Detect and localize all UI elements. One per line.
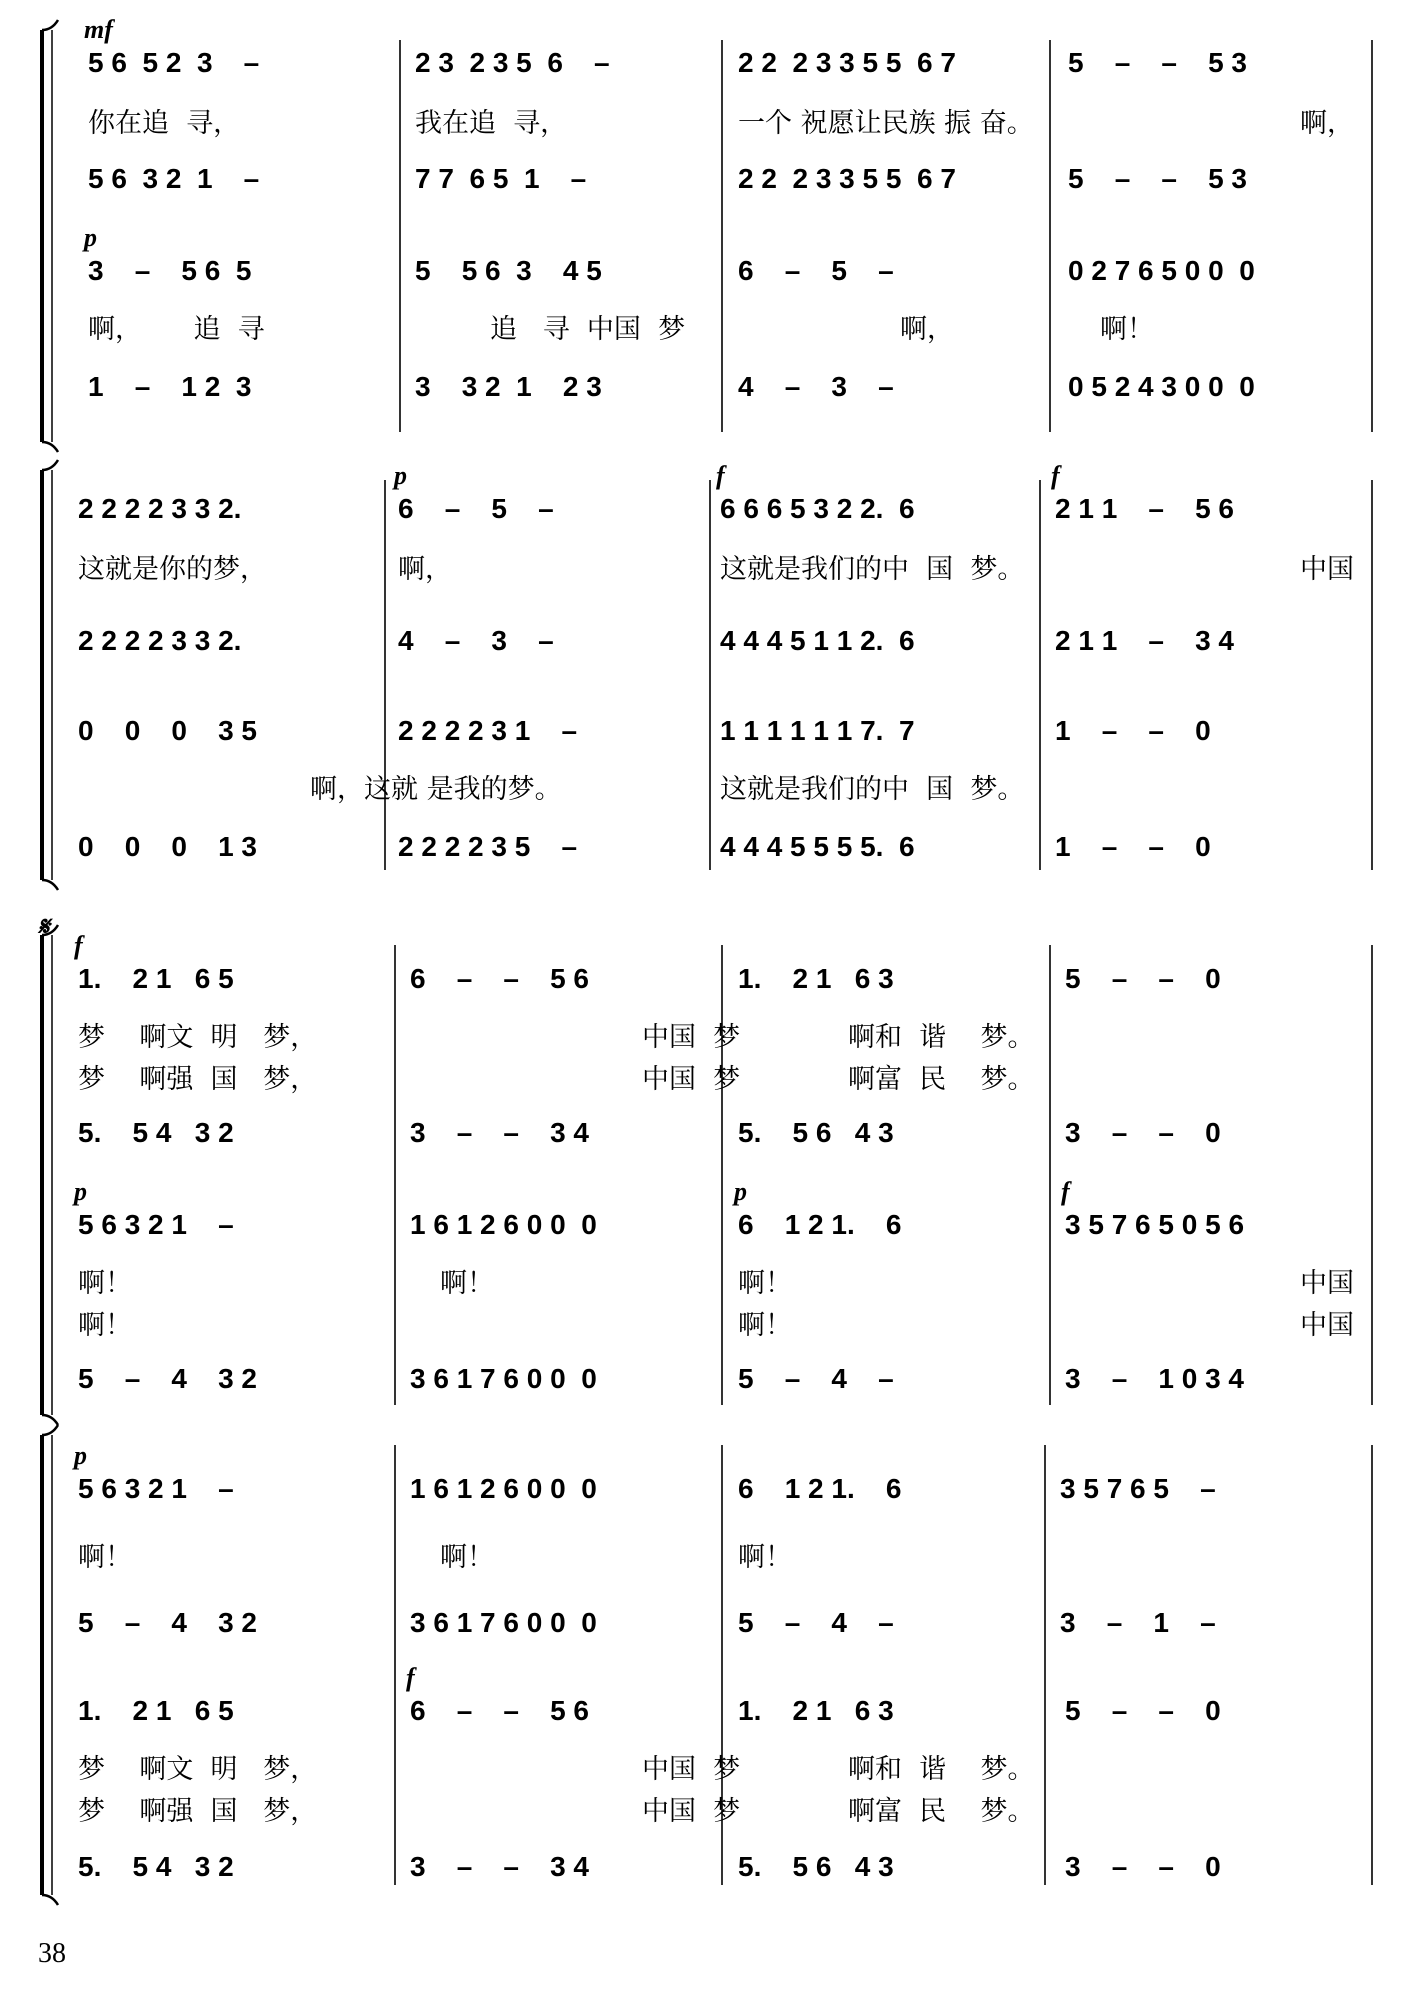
lyric-text: 一个 祝愿让民族 振 奋。 xyxy=(738,108,1034,139)
note-group: 1 – 1 2 3 xyxy=(88,371,252,402)
lyric-text: 啊！ xyxy=(78,1542,132,1573)
note-group: 5 – 4 – xyxy=(738,1363,894,1394)
note-group: 4 4 4 5 1 1 2. 6 xyxy=(720,625,915,656)
note-group: 2 2 2 3 3 5 5 6 7 xyxy=(738,163,956,194)
note-group: 2 3 2 3 5 6 – xyxy=(415,47,610,78)
lyric-text: 啊！ xyxy=(440,1542,494,1573)
lyric-text: 这就是你的梦， xyxy=(78,554,267,585)
dynamic-mark: p xyxy=(74,1177,87,1206)
note-group: 0 0 0 3 5 xyxy=(78,715,257,746)
note-group: 6 1 2 1. 6 xyxy=(738,1473,902,1504)
lyric-text: 追 寻 中国 梦 xyxy=(490,314,686,345)
note-group: 1. 2 1 6 3 xyxy=(738,963,894,994)
lyric-text: 我在追 寻， xyxy=(415,108,568,139)
lyric-text: 啊和 谐 梦。 xyxy=(848,1022,1035,1053)
bracket-bottom-hook xyxy=(42,1415,58,1425)
dynamic-mark: f xyxy=(1061,1177,1070,1206)
lyric-text: 中国 梦 xyxy=(642,1064,741,1095)
dynamic-mark: f xyxy=(74,931,83,960)
note-group: 5 – – 5 3 xyxy=(1068,163,1247,194)
note-group: 7 7 6 5 1 – xyxy=(415,163,587,194)
dynamic-mark: f xyxy=(716,461,725,490)
lyric-text: 啊， xyxy=(900,314,954,345)
note-group: 5. 5 4 3 2 xyxy=(78,1117,234,1148)
lyric-text: 啊富 民 梦。 xyxy=(848,1796,1035,1827)
note-group: 4 4 4 5 5 5 5. 6 xyxy=(720,831,915,862)
note-group: 3 – 5 6 5 xyxy=(88,255,252,286)
dynamic-mark: p xyxy=(74,1441,87,1470)
note-group: 5 5 6 3 4 5 xyxy=(415,255,602,286)
lyric-text: 梦 啊文 明 梦， xyxy=(78,1754,318,1785)
note-group: 3 6 1 7 6 0 0 0 xyxy=(410,1607,597,1638)
note-group: 3 5 7 6 5 – xyxy=(1060,1473,1216,1504)
page-number: 38 xyxy=(38,1938,66,1969)
note-group: 5 6 3 2 1 – xyxy=(78,1209,234,1240)
note-group: 2 1 1 – 5 6 xyxy=(1055,493,1235,524)
lyric-text: 啊和 谐 梦。 xyxy=(848,1754,1035,1785)
dynamic-mark: p xyxy=(84,223,97,252)
dynamic-mark: p xyxy=(734,1177,747,1206)
note-group: 5. 5 4 3 2 xyxy=(78,1851,234,1882)
lyric-text: 啊！ xyxy=(738,1268,792,1299)
note-group: 5. 5 6 4 3 xyxy=(738,1851,894,1882)
note-group: 3 5 7 6 5 0 5 6 xyxy=(1065,1209,1245,1240)
bracket-bottom-hook xyxy=(42,880,58,890)
note-group: 1. 2 1 6 5 xyxy=(78,963,234,994)
note-group: 1 – – 0 xyxy=(1055,715,1211,746)
note-group: 5 – – 0 xyxy=(1065,963,1221,994)
note-group: 5 – – 5 3 xyxy=(1068,47,1247,78)
dynamic-mark: mf xyxy=(84,15,113,44)
note-group: 1 – – 0 xyxy=(1055,831,1211,862)
note-group: 3 – – 0 xyxy=(1065,1851,1221,1882)
bracket-bottom-hook xyxy=(42,442,58,452)
note-group: 2 1 1 – 3 4 xyxy=(1055,625,1235,656)
lyric-text: 啊！ xyxy=(78,1310,132,1341)
lyric-text: 啊， 追 寻 xyxy=(88,314,265,345)
note-group: 5 6 3 2 1 – xyxy=(78,1473,234,1504)
note-group: 2 2 2 2 3 5 – xyxy=(398,831,578,862)
lyric-text: 中国 梦 xyxy=(642,1022,741,1053)
note-group: 2 2 2 2 3 1 – xyxy=(398,715,578,746)
bracket-top-hook xyxy=(42,20,58,30)
lyric-text: 啊， xyxy=(398,554,452,585)
note-group: 3 – – 0 xyxy=(1065,1117,1221,1148)
note-group: 1 1 1 1 1 1 7. 7 xyxy=(720,715,915,746)
note-group: 0 0 0 1 3 xyxy=(78,831,257,862)
note-group: 6 – – 5 6 xyxy=(410,963,589,994)
lyric-text: 你在追 寻， xyxy=(88,108,241,139)
note-group: 0 2 7 6 5 0 0 0 xyxy=(1068,255,1255,286)
note-group: 1 6 1 2 6 0 0 0 xyxy=(410,1473,597,1504)
lyric-text: 梦 啊强 国 梦， xyxy=(78,1064,318,1095)
lyric-text: 啊！ xyxy=(738,1542,792,1573)
note-group: 1. 2 1 6 5 xyxy=(78,1695,234,1726)
lyric-text: 这就是我们的中 国 梦。 xyxy=(720,774,1025,805)
lyric-text: 啊！ xyxy=(1100,314,1154,345)
note-group: 0 5 2 4 3 0 0 0 xyxy=(1068,371,1255,402)
lyric-text: 中国 xyxy=(1300,1310,1354,1341)
note-group: 3 – 1 0 3 4 xyxy=(1065,1363,1245,1394)
lyric-text: 这就是我们的中 国 梦。 xyxy=(720,554,1025,585)
segno-mark: 𝄋 xyxy=(38,912,50,941)
lyric-text: 中国 梦 xyxy=(642,1796,741,1827)
dynamic-mark: p xyxy=(394,461,407,490)
note-group: 5 – 4 – xyxy=(738,1607,894,1638)
note-group: 4 – 3 – xyxy=(738,371,894,402)
note-group: 6 – – 5 6 xyxy=(410,1695,589,1726)
note-group: 1 6 1 2 6 0 0 0 xyxy=(410,1209,597,1240)
lyric-text: 梦 啊文 明 梦， xyxy=(78,1022,318,1053)
note-group: 5 6 3 2 1 – xyxy=(88,163,260,194)
note-group: 4 – 3 – xyxy=(398,625,554,656)
note-group: 2 2 2 3 3 5 5 6 7 xyxy=(738,47,956,78)
note-group: 5 6 5 2 3 – xyxy=(88,47,260,78)
note-group: 6 6 6 5 3 2 2. 6 xyxy=(720,493,915,524)
note-group: 5 – 4 3 2 xyxy=(78,1363,257,1394)
lyric-text: 中国 xyxy=(1300,554,1354,585)
lyric-text: 啊！ xyxy=(78,1268,132,1299)
lyric-text: 啊！ xyxy=(440,1268,494,1299)
note-group: 6 1 2 1. 6 xyxy=(738,1209,902,1240)
dynamic-mark: f xyxy=(1051,461,1060,490)
lyric-text: 中国 梦 xyxy=(642,1754,741,1785)
dynamic-mark: f xyxy=(406,1663,415,1692)
bracket-bottom-hook xyxy=(42,1895,58,1905)
note-group: 2 2 2 2 3 3 2. xyxy=(78,493,242,524)
note-group: 5 – – 0 xyxy=(1065,1695,1221,1726)
note-group: 1. 2 1 6 3 xyxy=(738,1695,894,1726)
lyric-text: 梦 啊强 国 梦， xyxy=(78,1796,318,1827)
note-group: 3 6 1 7 6 0 0 0 xyxy=(410,1363,597,1394)
note-group: 5. 5 6 4 3 xyxy=(738,1117,894,1148)
bracket-top-hook xyxy=(42,1425,58,1435)
note-group: 3 – – 3 4 xyxy=(410,1117,589,1148)
bracket-top-hook xyxy=(42,460,58,470)
lyric-text: 啊！ xyxy=(738,1310,792,1341)
lyric-text: 啊富 民 梦。 xyxy=(848,1064,1035,1095)
lyric-text: 啊，这就 是我的梦。 xyxy=(310,774,562,805)
note-group: 6 – 5 – xyxy=(738,255,894,286)
note-group: 6 – 5 – xyxy=(398,493,554,524)
note-group: 2 2 2 2 3 3 2. xyxy=(78,625,242,656)
note-group: 3 3 2 1 2 3 xyxy=(415,371,602,402)
note-group: 5 – 4 3 2 xyxy=(78,1607,257,1638)
note-group: 3 – 1 – xyxy=(1060,1607,1216,1638)
lyric-text: 啊， xyxy=(1300,108,1354,139)
lyric-text: 中国 xyxy=(1300,1268,1354,1299)
note-group: 3 – – 3 4 xyxy=(410,1851,589,1882)
